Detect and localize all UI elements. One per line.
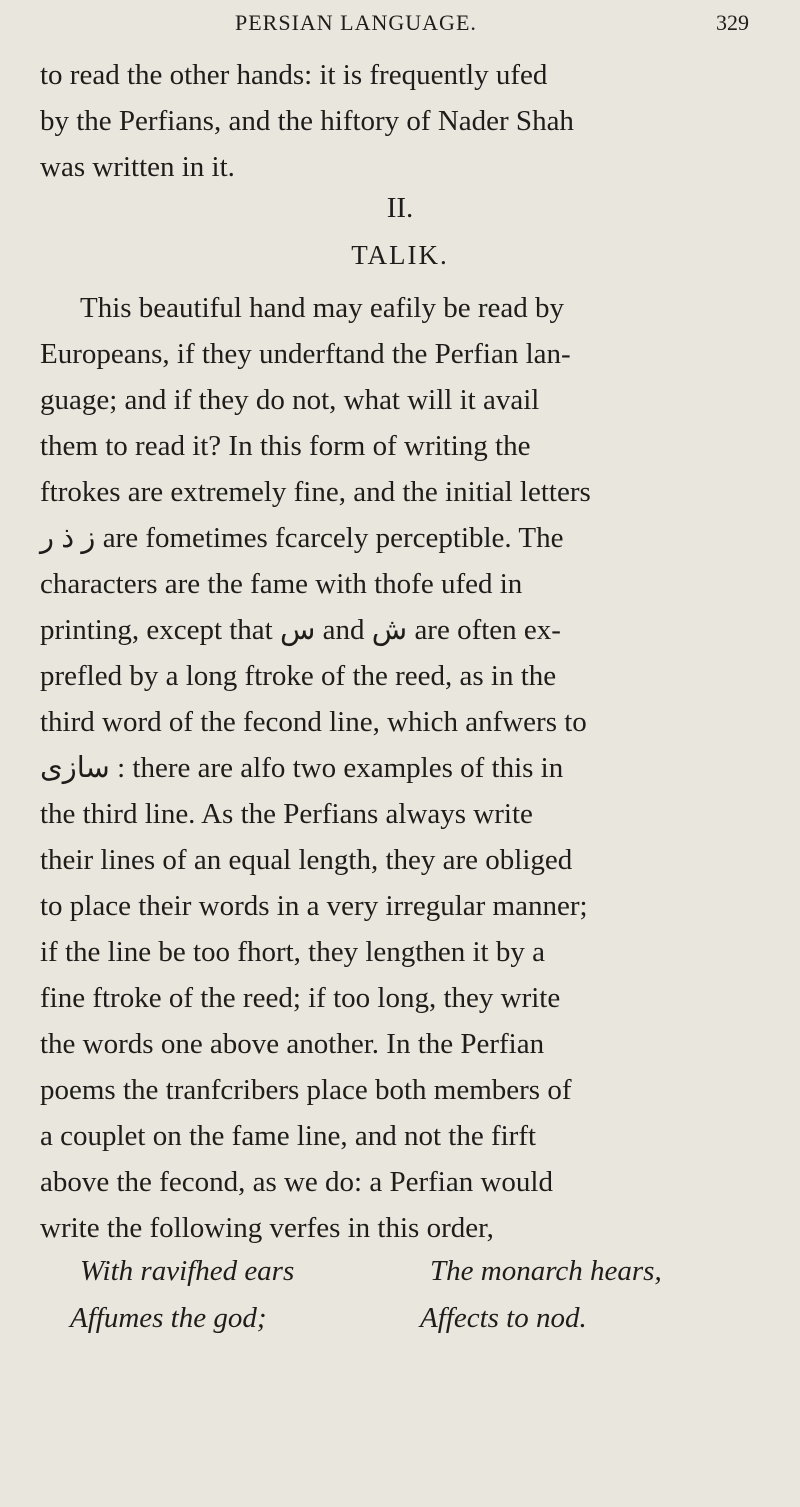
text-line: prefled by a long ftroke of the reed, as in the bbox=[40, 660, 557, 692]
running-head: PERSIAN LANGUAGE. bbox=[235, 10, 477, 35]
text-line: by the Perfians, and the hiftory of Nader Shah bbox=[40, 105, 574, 137]
text-line: to place their words in a very irregular manner; bbox=[40, 890, 588, 922]
text-line: was written in it. bbox=[40, 151, 235, 183]
text-line: ز ذ ر are fometimes fcarcely perceptible. The bbox=[40, 522, 564, 554]
text-line: their lines of an equal length, they are obliged bbox=[40, 844, 573, 876]
text-line: the third line. As the Perfians always write bbox=[40, 798, 533, 830]
text-line: guage; and if they do not, what will it avail bbox=[40, 384, 540, 416]
text-line: fine ftroke of the reed; if too long, they write bbox=[40, 982, 561, 1014]
page-number: 329 bbox=[716, 10, 749, 35]
text-line: a couplet on the fame line, and not the firft bbox=[40, 1120, 537, 1152]
text-line: poems the tranfcribers place both members of bbox=[40, 1074, 572, 1106]
text-line: ftrokes are extremely fine, and the initial letters bbox=[40, 476, 591, 508]
text-line: This beautiful hand may eafily be read by bbox=[80, 292, 564, 324]
verse-left-line-1: With ravifhed ears bbox=[80, 1255, 295, 1287]
text-line: above the fecond, as we do: a Perfian would bbox=[40, 1166, 553, 1198]
section-number: II. bbox=[386, 192, 414, 224]
verse-left-line-2: Affumes the god; bbox=[70, 1302, 267, 1334]
text-line: the words one above another. In the Perfian bbox=[40, 1028, 545, 1060]
text-line: printing, except that س and ش are often ex- bbox=[40, 614, 561, 646]
verse-right-line-1: The monarch hears, bbox=[430, 1255, 662, 1287]
text-line: to read the other hands: it is frequently ufed bbox=[40, 59, 548, 91]
text-line: them to read it? In this form of writing the bbox=[40, 430, 531, 462]
verse-right-line-2: Affects to nod. bbox=[420, 1302, 587, 1334]
text-line: write the following verfes in this order, bbox=[40, 1212, 494, 1244]
body-paragraph bbox=[40, 285, 720, 1251]
section-title: TALIK. bbox=[351, 240, 449, 270]
text-line: Europeans, if they underftand the Perfian lan- bbox=[40, 338, 571, 370]
text-line: سازی : there are alfo two examples of this in bbox=[40, 752, 564, 784]
text-line: third word of the fecond line, which anfwers to bbox=[40, 706, 587, 738]
text-line: if the line be too fhort, they lengthen it by a bbox=[40, 936, 545, 968]
text-line: characters are the fame with thofe ufed in bbox=[40, 568, 523, 600]
top-paragraph bbox=[40, 52, 720, 190]
